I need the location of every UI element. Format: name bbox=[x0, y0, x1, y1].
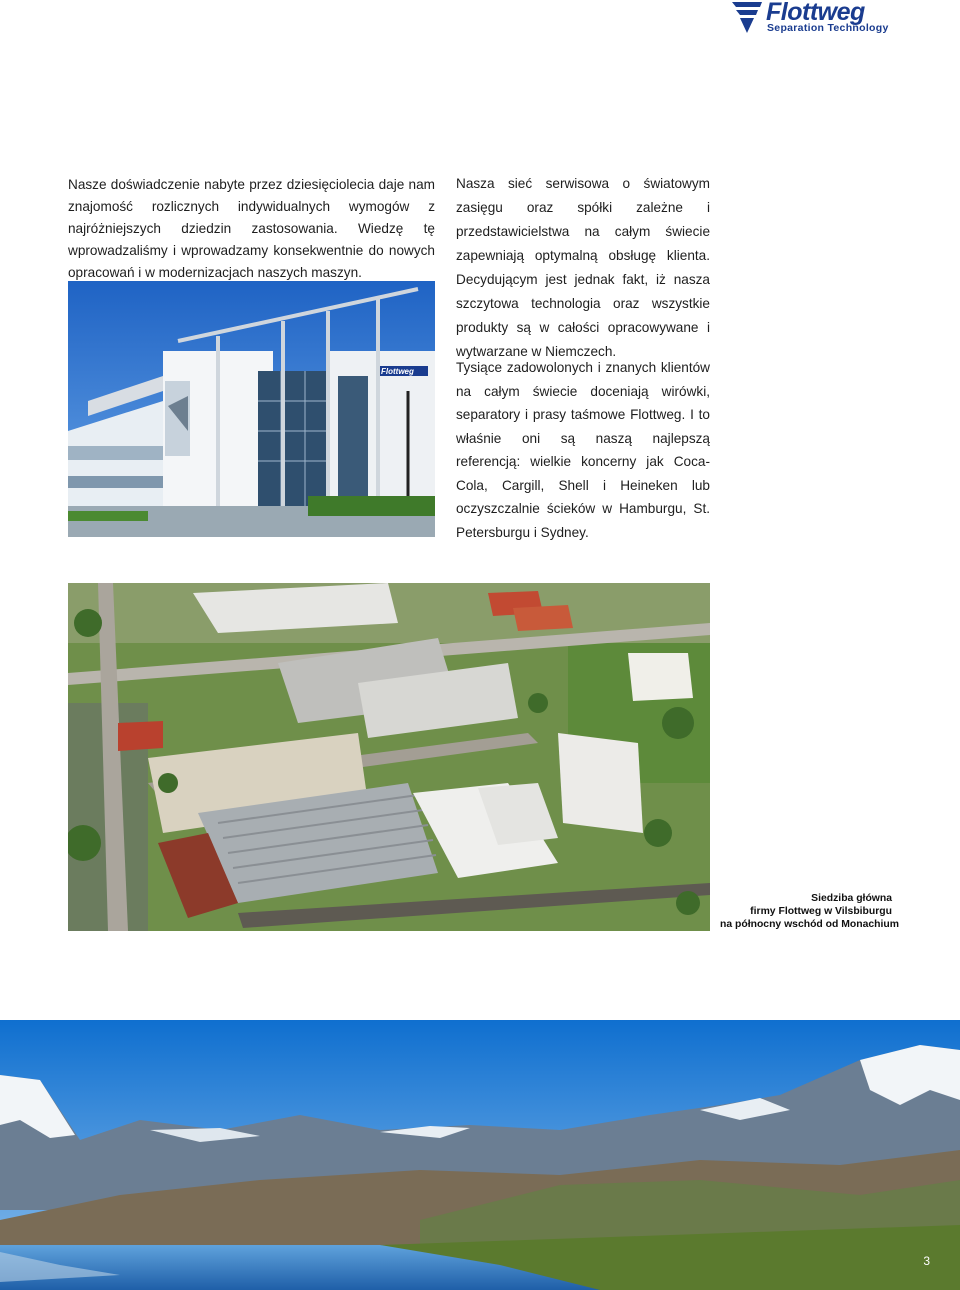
caption-line-1: Siedziba główna bbox=[811, 893, 892, 904]
aerial-photo-caption bbox=[720, 892, 899, 931]
aerial-factory-photo bbox=[68, 583, 710, 931]
flottweg-logo bbox=[730, 0, 900, 40]
building-sign-text: Flottweg bbox=[381, 367, 414, 376]
intro-paragraph: Nasze doświadczenie nabyte przez dziesięciolecia daje nam znajomość rozlicznych indywidualnych wymogów z najróżniejszych dziedzin zastosowania. Wiedzę tę wprowadzaliśmy i wprowadzamy konsekwentnie do nowych opracowań i w modernizacjach naszych maszyn. bbox=[68, 177, 435, 280]
caption-line-2: firmy Flottweg w Vilsbiburgu bbox=[750, 906, 892, 917]
page-number: 3 bbox=[923, 1254, 930, 1268]
flottweg-logo-mark-icon bbox=[730, 0, 764, 34]
caption-line-3: na północny wschód od Monachium bbox=[720, 919, 899, 930]
service-paragraph: Nasza sieć serwisowa o światowym zasięgu oraz spółki zależne i przedstawicielstwa na całym świecie zapewniają optymalną obsługę klienta. Decydującym jest jednak fakt, iż nasza szczytowa technologia oraz wszystkie produkty są w całości opracowywane i wytwarzane w Niemczech. bbox=[456, 176, 710, 359]
customers-paragraph: Tysiące zadowolonych i znanych klientów na całym świecie doceniają wirówki, separatory i prasy taśmowe Flottweg. I to właśnie oni są naszą najlepszą referencją: wielkie koncerny jak Coca-Cola, Cargill, Shell i Heineken lub oczyszczalnie ścieków w Hamburgu, St. Petersburgu i Sydney. bbox=[456, 360, 710, 540]
alpine-panorama-photo bbox=[0, 1020, 960, 1290]
logo-tagline: Separation Technology bbox=[767, 22, 889, 34]
logo-wordmark: Flottweg bbox=[766, 0, 865, 26]
headquarters-building-photo bbox=[68, 281, 435, 537]
